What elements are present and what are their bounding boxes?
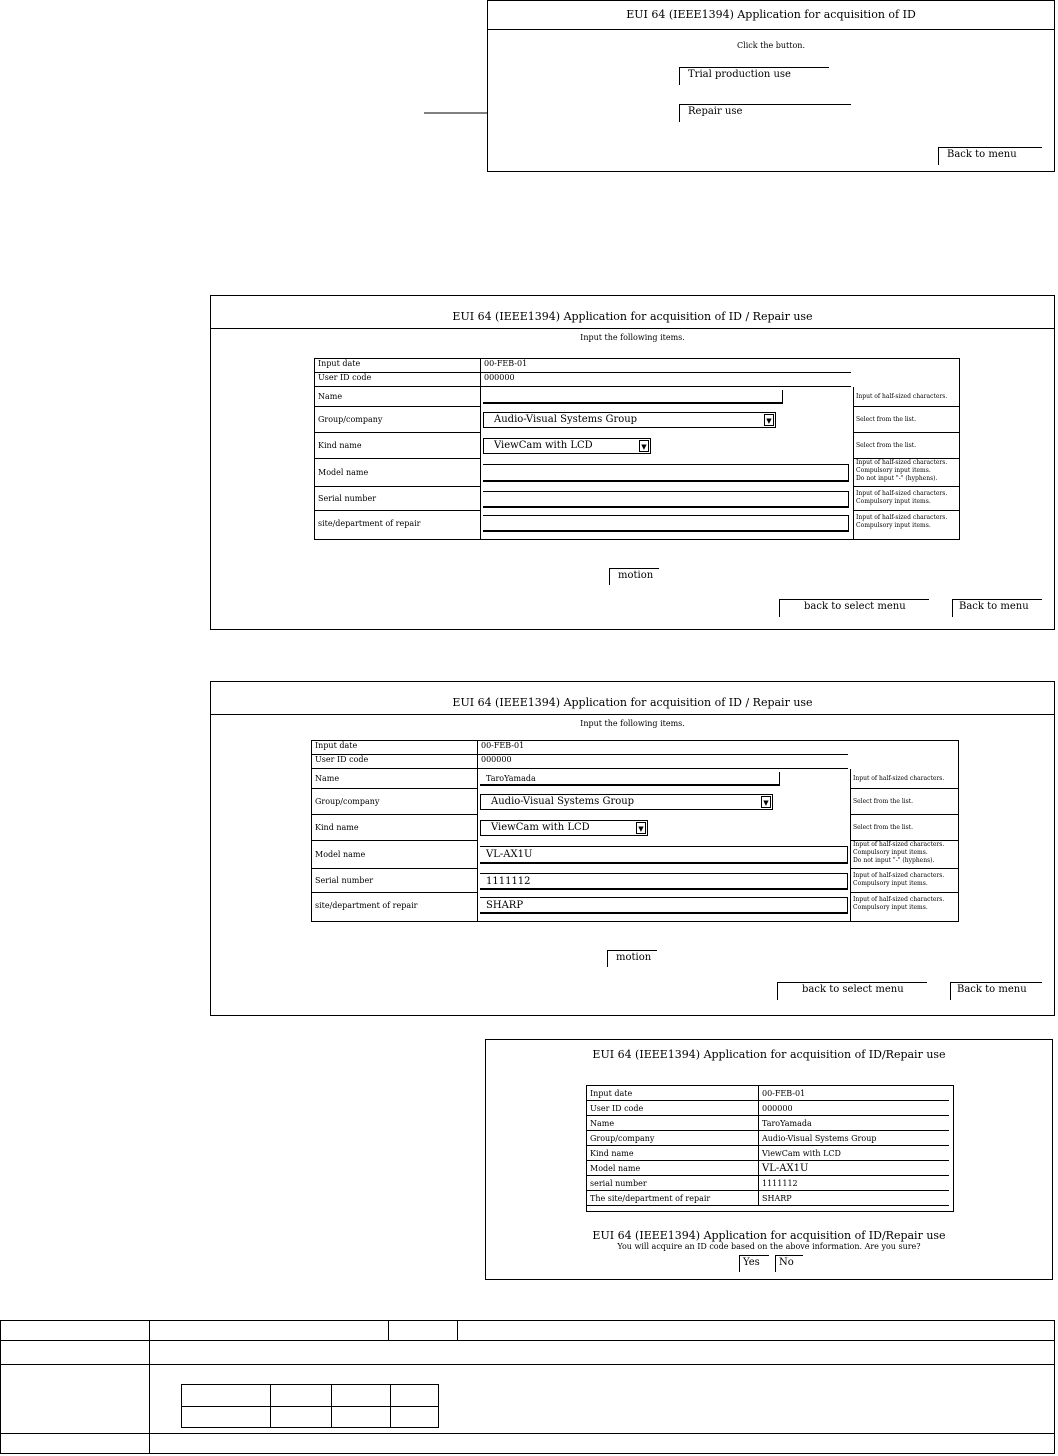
hint-serial <box>853 487 959 511</box>
footer-cell <box>1 1341 150 1365</box>
label-serial: Serial number <box>312 869 478 893</box>
hint-site-line2: Compulsory input items. <box>853 904 928 911</box>
form-instruction: Input the following items. <box>580 333 685 342</box>
confirm-row-label: The site/department of repair <box>587 1191 759 1206</box>
label-site: site/department of repair <box>315 511 481 539</box>
hint-site-line1: Input of half-sized characters. <box>856 514 948 521</box>
confirm-question: You will acquire an ID code based on the above information. Are you sure? <box>617 1242 921 1251</box>
hint-model <box>853 459 959 487</box>
trial-production-button[interactable]: Trial production use <box>679 67 829 85</box>
hint-name: Input of half-sized characters. <box>850 769 958 789</box>
group-select[interactable] <box>483 412 776 428</box>
inner-cell <box>271 1406 332 1428</box>
footer-cell <box>458 1321 1055 1341</box>
label-user-id: User ID code <box>315 373 481 387</box>
label-group: Group/company <box>312 789 478 815</box>
no-button[interactable]: No <box>775 1255 803 1272</box>
label-model: Model name <box>315 459 481 487</box>
value-input-date: 00-FEB-01 <box>478 741 848 755</box>
hint-model-line1: Input of half-sized characters. <box>853 841 945 848</box>
repair-use-button[interactable]: Repair use <box>679 104 851 122</box>
model-input[interactable] <box>483 464 849 482</box>
hint-site <box>853 511 959 539</box>
group-select[interactable] <box>480 794 773 810</box>
inner-cell <box>271 1385 332 1407</box>
form-grid <box>314 358 960 540</box>
footer-cell <box>1 1434 150 1454</box>
label-site: site/department of repair <box>312 893 478 921</box>
label-kind: Kind name <box>315 433 481 459</box>
hint-model-line3: Do not input "-" (hyphens). <box>853 857 935 864</box>
value-input-date: 00-FEB-01 <box>481 359 851 373</box>
dropdown-arrow-icon[interactable]: ▼ <box>639 440 649 452</box>
dropdown-arrow-icon[interactable]: ▼ <box>636 822 646 834</box>
label-input-date: Input date <box>312 741 478 755</box>
value-user-id: 000000 <box>478 755 848 769</box>
back-to-menu-button[interactable]: Back to menu <box>950 982 1042 1000</box>
hint-group: Select from the list. <box>850 789 958 815</box>
kind-select[interactable] <box>480 820 648 836</box>
confirm-row-value: TaroYamada <box>759 1116 949 1131</box>
footer-cell <box>1 1321 150 1341</box>
site-input[interactable]: SHARP <box>480 897 848 914</box>
label-group: Group/company <box>315 407 481 433</box>
repair-form-empty <box>210 295 1055 630</box>
inner-cell <box>332 1406 391 1428</box>
motion-button[interactable]: motion <box>607 950 657 967</box>
dropdown-arrow-icon[interactable]: ▼ <box>761 796 771 808</box>
confirm-row <box>587 1131 953 1146</box>
motion-button[interactable]: motion <box>609 568 659 585</box>
hint-site-line2: Compulsory input items. <box>856 522 931 529</box>
confirm-question-title: EUI 64 (IEEE1394) Application for acquisition of ID/Repair use <box>592 1229 946 1242</box>
footer-cell <box>389 1321 458 1341</box>
hint-group: Select from the list. <box>853 407 959 433</box>
confirm-row-label: serial number <box>587 1176 759 1191</box>
hint-serial <box>850 869 958 893</box>
confirm-row-value: Audio-Visual Systems Group <box>759 1131 949 1146</box>
confirm-title: EUI 64 (IEEE1394) Application for acquisition of ID/Repair use <box>592 1048 946 1061</box>
kind-select-value: ViewCam with LCD <box>491 822 590 833</box>
hint-name: Input of half-sized characters. <box>853 387 959 407</box>
group-select-value: Audio-Visual Systems Group <box>494 414 638 425</box>
serial-input[interactable]: 1111112 <box>480 873 848 890</box>
confirm-row-value: ViewCam with LCD <box>759 1146 949 1161</box>
back-to-menu-button[interactable]: Back to menu <box>938 147 1042 165</box>
dropdown-arrow-icon[interactable]: ▼ <box>764 414 774 426</box>
confirm-row-label: Group/company <box>587 1131 759 1146</box>
name-input[interactable] <box>483 390 783 404</box>
hint-serial-line2: Compulsory input items. <box>856 498 931 505</box>
hint-model-line1: Input of half-sized characters. <box>856 459 948 466</box>
confirm-row-value: VL-AX1U <box>759 1161 949 1176</box>
hint-serial-line2: Compulsory input items. <box>853 880 928 887</box>
confirm-panel <box>485 1039 1053 1280</box>
label-name: Name <box>312 769 478 789</box>
confirm-row-label: Name <box>587 1116 759 1131</box>
site-input[interactable] <box>483 515 849 532</box>
confirm-row-value: 000000 <box>759 1101 949 1116</box>
hint-model-line3: Do not input "-" (hyphens). <box>856 475 938 482</box>
footer-cell <box>150 1341 1055 1365</box>
hint-model <box>850 841 958 869</box>
model-input[interactable]: VL-AX1U <box>480 846 848 864</box>
panel-title: EUI 64 (IEEE1394) Application for acquisition of ID <box>488 1 1054 30</box>
back-to-select-menu-button[interactable]: back to select menu <box>779 599 929 617</box>
confirm-row-label: Kind name <box>587 1146 759 1161</box>
yes-button[interactable]: Yes <box>739 1255 769 1272</box>
confirm-row <box>587 1086 953 1101</box>
form-title: EUI 64 (IEEE1394) Application for acquisition of ID / Repair use <box>211 306 1054 329</box>
group-select-value: Audio-Visual Systems Group <box>491 796 635 807</box>
confirm-row <box>587 1161 953 1176</box>
hint-site <box>850 893 958 921</box>
confirm-row <box>587 1146 953 1161</box>
footer-table <box>0 1320 1055 1454</box>
footer-cell <box>150 1321 389 1341</box>
back-to-select-menu-button[interactable]: back to select menu <box>777 982 927 1000</box>
confirm-row-value: 1111112 <box>759 1176 949 1191</box>
label-input-date: Input date <box>315 359 481 373</box>
inner-cell <box>391 1385 439 1407</box>
confirm-row-value: 00-FEB-01 <box>759 1086 949 1101</box>
form-grid <box>311 740 959 922</box>
footer-cell <box>150 1434 1055 1454</box>
form-title: EUI 64 (IEEE1394) Application for acquisition of ID / Repair use <box>211 692 1054 715</box>
hint-kind: Select from the list. <box>853 433 959 459</box>
confirm-row-label: Input date <box>587 1086 759 1101</box>
inner-cell <box>332 1385 391 1407</box>
id-menu-panel <box>487 0 1055 172</box>
label-kind: Kind name <box>312 815 478 841</box>
hint-model-line2: Compulsory input items. <box>856 467 931 474</box>
kind-select-value: ViewCam with LCD <box>494 440 593 451</box>
inner-table <box>181 1384 439 1428</box>
inner-cell <box>182 1385 271 1407</box>
confirm-row-label: Model name <box>587 1161 759 1176</box>
label-model: Model name <box>312 841 478 869</box>
repair-form-filled <box>210 681 1055 1016</box>
serial-input[interactable] <box>483 491 849 508</box>
kind-select[interactable] <box>483 438 651 454</box>
inner-cell <box>182 1406 271 1428</box>
confirm-row <box>587 1176 953 1191</box>
hint-serial-line1: Input of half-sized characters. <box>853 872 945 879</box>
confirm-row-label: User ID code <box>587 1101 759 1116</box>
confirm-row-value: SHARP <box>759 1191 949 1206</box>
form-instruction: Input the following items. <box>580 719 685 728</box>
back-to-menu-button[interactable]: Back to menu <box>952 599 1042 617</box>
confirm-row <box>587 1116 953 1131</box>
hint-site-line1: Input of half-sized characters. <box>853 896 945 903</box>
instruction-text: Click the button. <box>737 41 805 50</box>
confirm-table <box>586 1085 954 1212</box>
inner-cell <box>391 1406 439 1428</box>
confirm-row <box>587 1191 953 1206</box>
label-serial: Serial number <box>315 487 481 511</box>
hint-model-line2: Compulsory input items. <box>853 849 928 856</box>
hint-kind: Select from the list. <box>850 815 958 841</box>
confirm-row <box>587 1101 953 1116</box>
label-name: Name <box>315 387 481 407</box>
value-user-id: 000000 <box>481 373 851 387</box>
footer-cell <box>1 1365 150 1434</box>
hint-serial-line1: Input of half-sized characters. <box>856 490 948 497</box>
footer-cell <box>150 1365 1055 1434</box>
label-user-id: User ID code <box>312 755 478 769</box>
name-input[interactable]: TaroYamada <box>480 772 780 786</box>
